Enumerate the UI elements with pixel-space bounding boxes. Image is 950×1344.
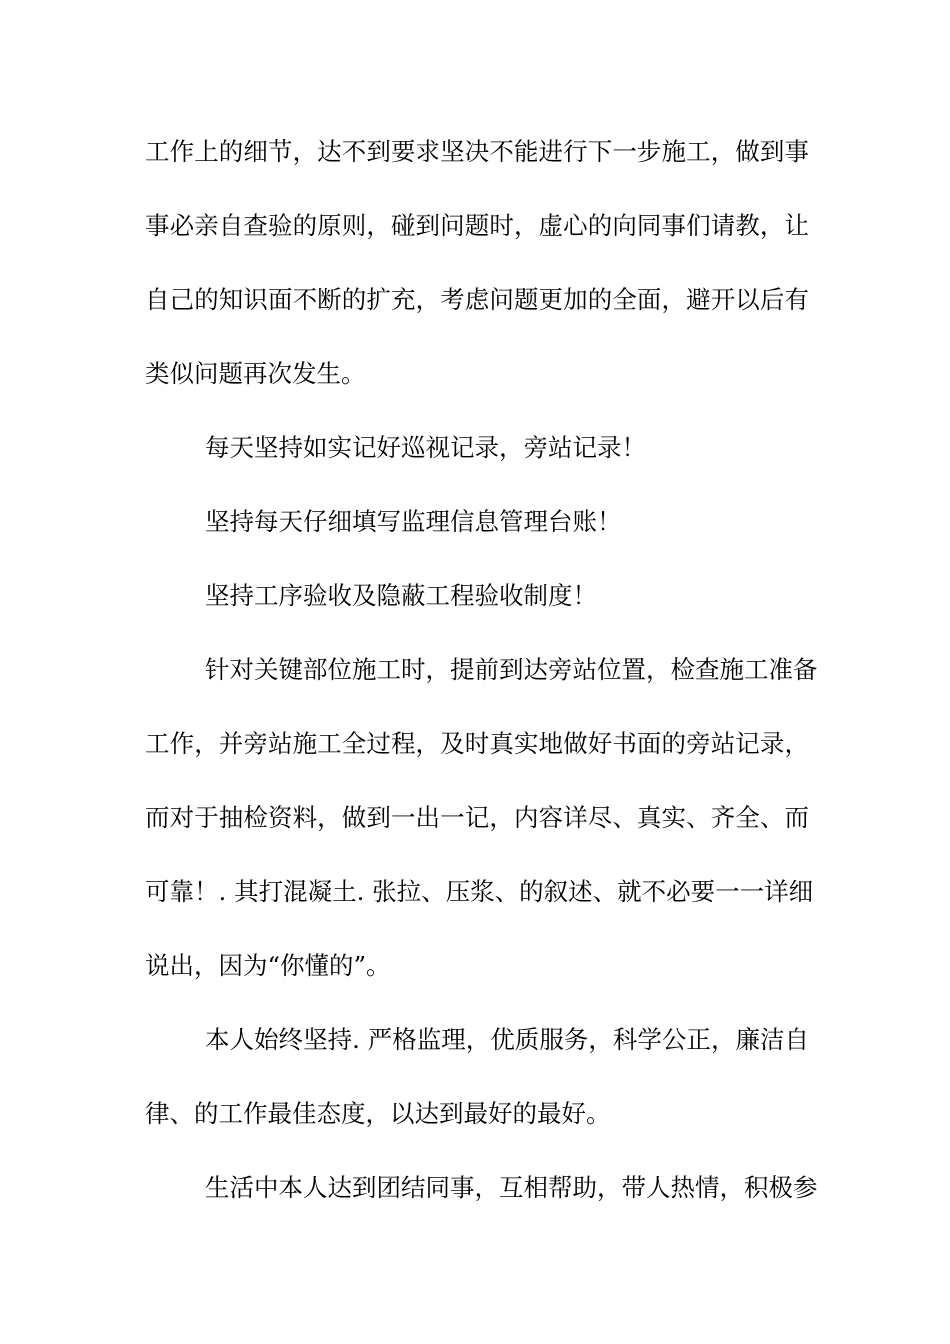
text-line: 可靠！. 其打混凝土. 张拉、压浆、的叙述、就不必要一一详细	[145, 877, 814, 906]
text-line: 自己的知识面不断的扩充，考虑问题更加的全面，避开以后有	[145, 285, 809, 314]
text-line: 说出，因为“你懂的”。	[145, 951, 391, 980]
text-line: 生活中本人达到团结同事，互相帮助，带人热情，积极参	[205, 1173, 818, 1202]
text-line: 工作上的细节，达不到要求坚决不能进行下一步施工，做到事	[145, 137, 809, 166]
text-line: 工作，并旁站施工全过程，及时真实地做好书面的旁站记录，	[145, 729, 809, 758]
text-line: 每天坚持如实记好巡视记录，旁站记录！	[205, 433, 646, 462]
text-line: 针对关键部位施工时，提前到达旁站位置，检查施工准备	[205, 655, 818, 684]
text-line: 而对于抽检资料，做到一出一记，内容详尽、真实、齐全、而	[145, 803, 809, 832]
text-line: 坚持工序验收及隐蔽工程验收制度！	[205, 581, 597, 610]
text-line: 坚持每天仔细填写监理信息管理台账！	[205, 507, 622, 536]
text-line: 律、的工作最佳态度，以达到最好的最好。	[145, 1099, 611, 1128]
text-line: 事必亲自查验的原则，碰到问题时，虚心的向同事们请教，让	[145, 211, 809, 240]
text-line: 本人始终坚持. 严格监理，优质服务，科学公正，廉洁自	[205, 1025, 809, 1054]
text-line: 类似问题再次发生。	[145, 359, 366, 388]
